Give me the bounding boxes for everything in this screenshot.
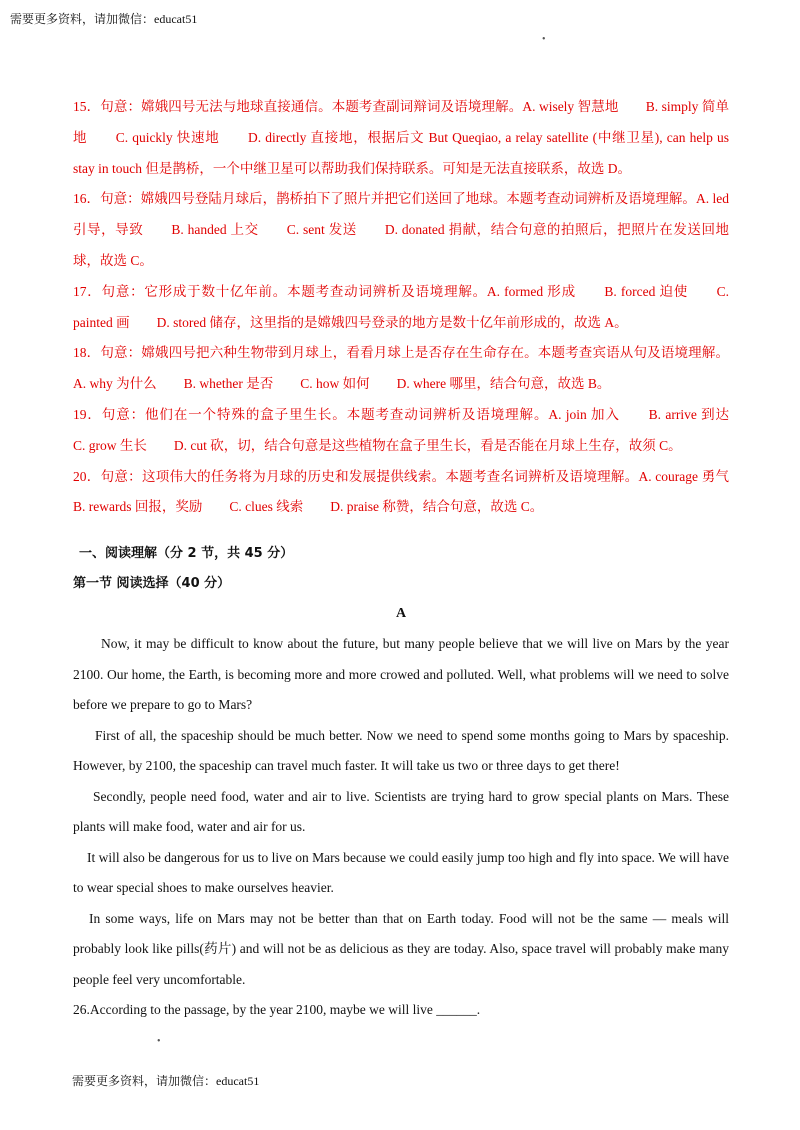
reading-passage <box>73 629 729 995</box>
passage-paragraph-3: Secondly, people need food, water and air to live. Scientists are trying hard to grow special plants on Mars. These plants will make food, water and air for us. <box>73 788 729 835</box>
passage-paragraph-4: It will also be dangerous for us to live on Mars because we could easily jump too high and fly into space. We will have to wear special shoes to make ourselves heavier. <box>73 849 729 896</box>
answer-18: 18．句意：嫦娥四号把六种生物带到月球上，看看月球上是否存在生命存在。本题考查宾语从句及语境理解。A. why 为什么 B. whether 是否 C. how 如何 D. where 哪里，结合句意，故选 B。 <box>73 345 729 392</box>
page-header: 需要更多资料，请加微信：educat51 <box>10 12 198 26</box>
subsection-title: 第一节 阅读选择（40 分） <box>73 576 231 592</box>
answer-19: 19．句意：他们在一个特殊的盒子里生长。本题考查动词辨析及语境理解。A. join 加入 B. arrive 到达 C. grow 生长 D. cut 砍，切，结合句意是这些植物在盒子里生长，看是否能在月球上生存，故须 C。 <box>73 406 756 453</box>
answer-20: 20．句意：这项伟大的任务将为月球的历史和发展提供线索。本题考查名词辨析及语境理解。A. courage 勇气 B. rewards 回报，奖励 C. clues 线索 D. praise 称赞，结合句意，故选 C。 <box>73 468 756 515</box>
passage-paragraph-5: In some ways, life on Mars may not be better than that on Earth today. Food will not be the same — meals will probably look like pills(药片) and will not be as delicious as they are today. Also, space travel will probably make many people feel very uncomfortable. <box>73 910 729 987</box>
page-content <box>73 92 756 1025</box>
page-footer: 需要更多资料，请加微信：educat51 <box>72 1074 260 1088</box>
section-title: 一、阅读理解（分 2 节，共 45 分） <box>79 546 294 562</box>
question-26: 26.According to the passage, by the year 2100, maybe we will live ______. <box>73 1002 481 1018</box>
decorative-dot: • <box>157 1036 161 1047</box>
answer-explanations <box>73 92 756 523</box>
answer-15: 15．句意：嫦娥四号无法与地球直接通信。本题考查副词辩词及语境理解。A. wisely 智慧地 B. simply 简单地 C. quickly 快速地 D. directly 直接地，根据后文 But Queqiao, a relay satellite (中继卫星), can help us stay in touch 但是鹊桥，一个中继卫星可以帮助我们保持联系。可知是无法直接联系，故选 D。 <box>73 99 729 176</box>
passage-label: A <box>395 606 407 622</box>
decorative-dot: • <box>542 34 546 45</box>
answer-16: 16．句意：嫦娥四号登陆月球后，鹊桥拍下了照片并把它们送回了地球。本题考查动词辨析及语境理解。A. led 引导，导致 B. handed 上交 C. sent 发送 D. donated 捐献，结合句意的拍照后，把照片在发送回地球，故选 C。 <box>73 191 729 268</box>
passage-paragraph-1: Now, it may be difficult to know about the future, but many people believe that we will live on Mars by the year 2100. Our home, the Earth, is becoming more and more crowed and polluted. Well, what problems will we need to solve before we prepare to go to Mars? <box>73 636 729 713</box>
answer-17: 17．句意：它形成于数十亿年前。本题考查动词辨析及语境理解。A. formed 形成 B. forced 迫使 C. painted 画 D. stored 储存，这里指的是嫦娥四号登录的地方是数十亿年前形成的，故选 A。 <box>73 283 729 330</box>
passage-paragraph-2: First of all, the spaceship should be much better. Now we need to spend some months going to Mars by spaceship. However, by 2100, the spaceship can travel much faster. It will take us two or three days to get there! <box>73 727 729 774</box>
